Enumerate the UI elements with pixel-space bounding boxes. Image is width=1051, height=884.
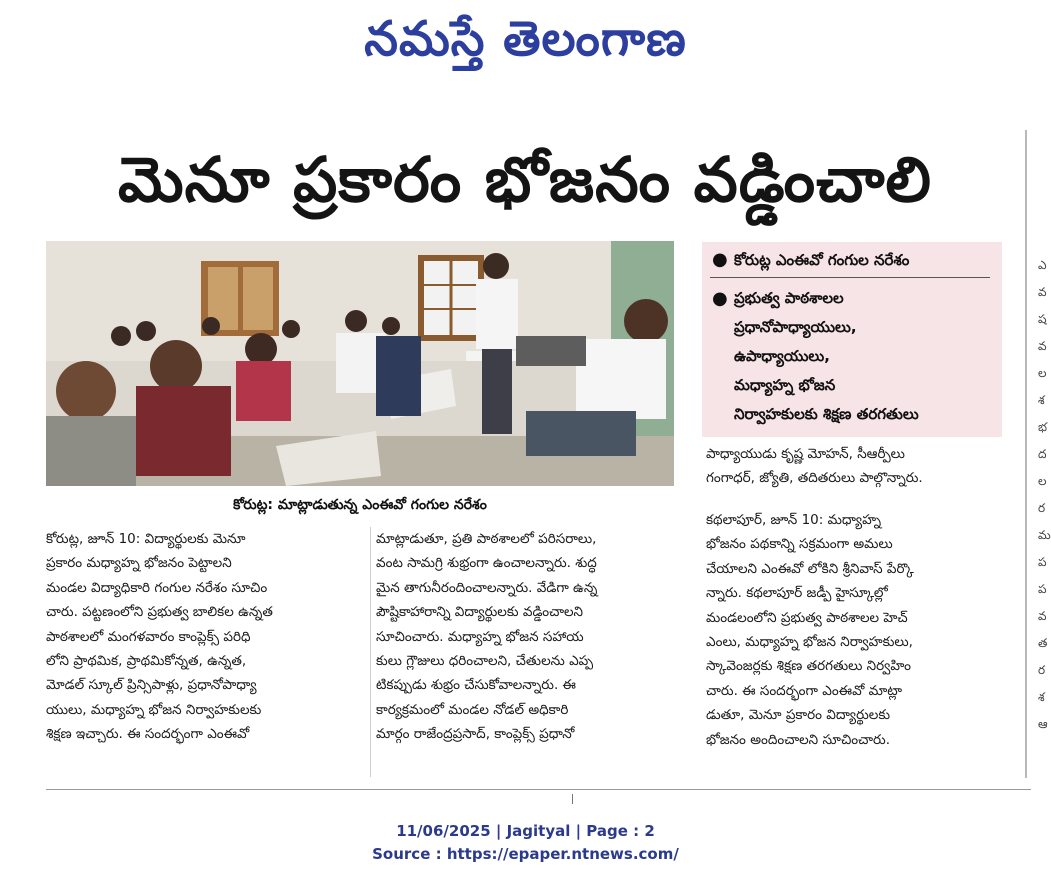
article-headline: మెనూ ప్రకారం భోజనం వడ్డించాలి (118, 143, 932, 216)
text-line: ప్రకారం మధ్యాహ్న భోజనం పెట్టాలని (46, 555, 232, 572)
text-line: భోజనం పథకాన్ని సక్రమంగా అమలు (706, 536, 893, 553)
text-line: మాట్లాడుతూ, ప్రతి పాఠశాలలో పరిసరాలు, (376, 531, 597, 547)
text-line: యులు, మధ్యాహ్న భోజన నిర్వాహకులకు (46, 701, 262, 718)
edge-character: ఆ (1038, 717, 1048, 731)
edge-character: ద (1038, 447, 1047, 461)
text-line: ఎంలు, మధ్యాహ్న భోజన నిర్వాహకులు, (706, 634, 913, 651)
text-line: న్నారు. కథలాపూర్ జడ్పీ హైస్కూల్లో (706, 585, 888, 602)
edge-character: ర (1038, 663, 1046, 677)
edge-character: శ (1038, 690, 1045, 704)
highlight-line: ప్రధానోపాధ్యాయులు, (734, 318, 857, 336)
edge-character: త (1038, 636, 1048, 650)
fold-mark (572, 794, 573, 804)
edition-info: 11/06/2025 | Jagityal | Page : 2 (396, 822, 655, 840)
highlight-item (702, 248, 1024, 272)
highlight-line: ఉపాధ్యాయులు, (734, 347, 830, 365)
text-line: శిక్షణ ఇచ్చారు. ఈ సందర్భంగా ఎంఈవో (46, 726, 250, 743)
edge-character: ప (1038, 582, 1047, 596)
source-link[interactable]: Source : https://epaper.ntnews.com/ (372, 845, 679, 863)
edge-character: వ (1038, 285, 1047, 299)
text-line: పౌష్టికాహారాన్ని విద్యార్థులకు వడ్డించాలని (376, 604, 584, 621)
highlight-text: కోరుట్ల ఎంఈవో గంగుల నరేశం (734, 251, 910, 269)
text-line: మైన తాగునీరందించాలన్నారు. వేడిగా ఉన్న (376, 579, 598, 596)
text-line: చారు. ఈ సందర్భంగా ఎంఈవో మాట్లా (706, 682, 902, 699)
edge-character: ప (1038, 555, 1047, 569)
classroom-photo-illustration (46, 241, 674, 486)
column-divider (370, 527, 371, 777)
text-line: టికప్పుడు శుభ్రం చేసుకోవాలన్నారు. ఈ (376, 677, 576, 694)
photo-caption: కోరుట్ల: మాట్లాడుతున్న ఎంఈవో గంగుల నరేశం (233, 497, 487, 513)
text-line: స్కావెంజర్లకు శిక్షణ తరగతులు నిర్వహిం (706, 658, 911, 675)
article-column-3-top (706, 442, 1006, 491)
text-line: వంట సామగ్రి శుభ్రంగా ఉంచాలన్నారు. శుద్ధ (376, 555, 597, 572)
text-line: సూచించారు. మధ్యాహ్న భోజన సహాయ (376, 628, 584, 645)
text-line: కార్యక్రమంలో మండల నోడల్ అధికారి (376, 701, 569, 718)
edge-character: శ (1038, 393, 1045, 407)
bullet-icon: ● (712, 249, 728, 270)
edge-character: ష (1038, 312, 1047, 326)
text-line: భోజనం అందించాలని సూచించారు. (706, 731, 890, 748)
text-line: కోరుట్ల, జూన్ 10: విద్యార్థులకు మెనూ (46, 531, 246, 547)
text-line: కథలాపూర్, జూన్ 10: మధ్యాహ్న (706, 512, 881, 528)
newspaper-masthead: నమస్తే తెలంగాణ (364, 11, 687, 67)
text-line: మోడల్ స్కూల్ ప్రిన్సిపాళ్లు, ప్రధానోపాధ్యా (46, 677, 257, 694)
highlight-line: మధ్యాహ్న భోజన (734, 376, 836, 394)
edge-character: వ (1038, 609, 1047, 623)
highlight-line: నిర్వాహకులకు శిక్షణ తరగతులు (734, 405, 919, 423)
edge-character: వ (1038, 339, 1047, 353)
highlights-box (702, 242, 1002, 437)
article-column-1 (46, 527, 366, 747)
news-photo (46, 241, 674, 486)
bullet-icon: ● (712, 288, 728, 309)
edge-character: ఎ (1038, 258, 1047, 272)
article-column-2 (376, 527, 676, 747)
text-line: మండలంలోని ప్రభుత్వ పాఠశాలల హెచ్ (706, 609, 908, 626)
edge-character: ర (1038, 501, 1046, 515)
column-separator (1025, 130, 1027, 778)
edge-character: మ (1038, 528, 1051, 542)
text-line: కులు గ్లౌజులు ధరించాలని, చేతులను ఎప్ప (376, 653, 594, 670)
article-column-3-bottom (706, 508, 1006, 752)
text-line: పాధ్యాయుడు కృష్ణ మోహన్, సీఆర్పీలు (706, 446, 905, 462)
edge-character: ల (1038, 474, 1047, 488)
highlight-item (702, 284, 1030, 429)
edge-character: భ (1038, 420, 1048, 434)
edge-character: ల (1038, 366, 1047, 380)
text-line: మార్గం రాజేంద్రప్రసాద్, కాంప్లెక్స్ ప్రధానో (376, 726, 575, 743)
text-line: పాఠశాలలో మంగళవారం కాంప్లెక్స్ పరిధి (46, 628, 251, 645)
text-line: మండల విద్యాధికారి గంగుల నరేశం సూచిం (46, 579, 268, 596)
text-line: లోని ప్రాథమిక, ప్రాథమికోన్నత, ఉన్నత, (46, 653, 247, 670)
highlight-divider (710, 277, 990, 278)
text-line: చారు. పట్టణంలోని ప్రభుత్వ బాలికల ఉన్నత (46, 604, 273, 621)
highlight-line: ప్రభుత్వ పాఠశాలల (734, 289, 844, 307)
text-line: డుతూ, మెనూ ప్రకారం విద్యార్థులకు (706, 707, 891, 724)
text-line: గంగాధర్, జ్యోతి, తదితరులు పాల్గొన్నారు. (706, 470, 923, 487)
footer-rule (46, 789, 1031, 790)
text-line: చేయాలని ఎంఈవో లోకిని శ్రీనివాస్ పేర్కొ (706, 560, 914, 577)
